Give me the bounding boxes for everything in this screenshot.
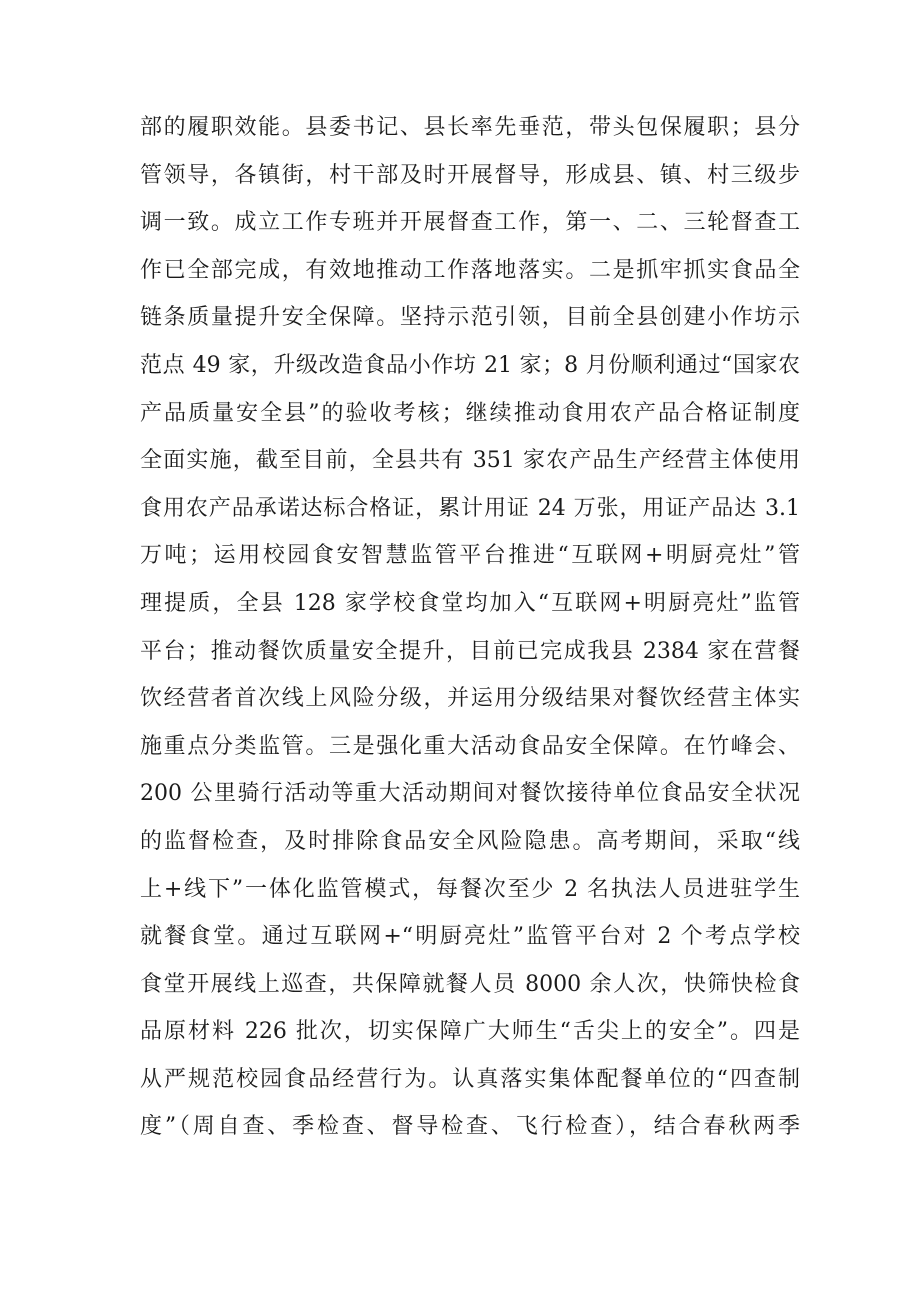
text-line: 作已全部完成，有效地推动工作落地落实。二是抓牢抓实食品全 — [140, 257, 800, 283]
text-line: 上+线下”一体化监管模式，每餐次至少 2 名执法人员进驻学生 — [140, 876, 800, 902]
text-line: 品原材料 226 批次，切实保障广大师生“舌尖上的安全”。四是 — [140, 1019, 800, 1045]
text-line: 范点 49 家，升级改造食品小作坊 21 家；8 月份顺利通过“国家农 — [140, 352, 800, 378]
text-line: 的监督检查，及时排除食品安全风险隐患。高考期间，采取“线 — [140, 828, 800, 854]
text-line: 度”（周自查、季检查、督导检查、飞行检查），结合春秋两季 — [140, 1114, 800, 1140]
body-text — [140, 104, 800, 1151]
text-line: 施重点分类监管。三是强化重大活动食品安全保障。在竹峰会、 — [140, 733, 800, 759]
text-line: 调一致。成立工作专班并开展督查工作，第一、二、三轮督查工 — [140, 210, 800, 236]
text-line: 链条质量提升安全保障。坚持示范引领，目前全县创建小作坊示 — [140, 305, 800, 331]
text-line: 就餐食堂。通过互联网+“明厨亮灶”监管平台对 2 个考点学校 — [140, 924, 800, 950]
text-line: 全面实施，截至目前，全县共有 351 家农产品生产经营主体使用 — [140, 448, 800, 474]
text-line: 产品质量安全县”的验收考核；继续推动食用农产品合格证制度 — [140, 400, 800, 426]
text-line: 理提质，全县 128 家学校食堂均加入“互联网+明厨亮灶”监管 — [140, 590, 800, 616]
text-line: 平台；推动餐饮质量安全提升，目前已完成我县 2384 家在营餐 — [140, 638, 800, 664]
text-line: 从严规范校园食品经营行为。认真落实集体配餐单位的“四查制 — [140, 1066, 800, 1092]
text-line: 饮经营者首次线上风险分级，并运用分级结果对餐饮经营主体实 — [140, 686, 800, 712]
text-line: 食堂开展线上巡查，共保障就餐人员 8000 余人次，快筛快检食 — [140, 971, 800, 997]
text-line: 200 公里骑行活动等重大活动期间对餐饮接待单位食品安全状况 — [140, 781, 800, 807]
text-line: 万吨；运用校园食安智慧监管平台推进“互联网+明厨亮灶”管 — [140, 543, 800, 569]
text-line: 部的履职效能。县委书记、县长率先垂范，带头包保履职；县分 — [140, 115, 800, 140]
text-line: 食用农产品承诺达标合格证，累计用证 24 万张，用证产品达 3.1 — [140, 495, 800, 521]
text-line: 管领导，各镇街，村干部及时开展督导，形成县、镇、村三级步 — [140, 162, 800, 188]
